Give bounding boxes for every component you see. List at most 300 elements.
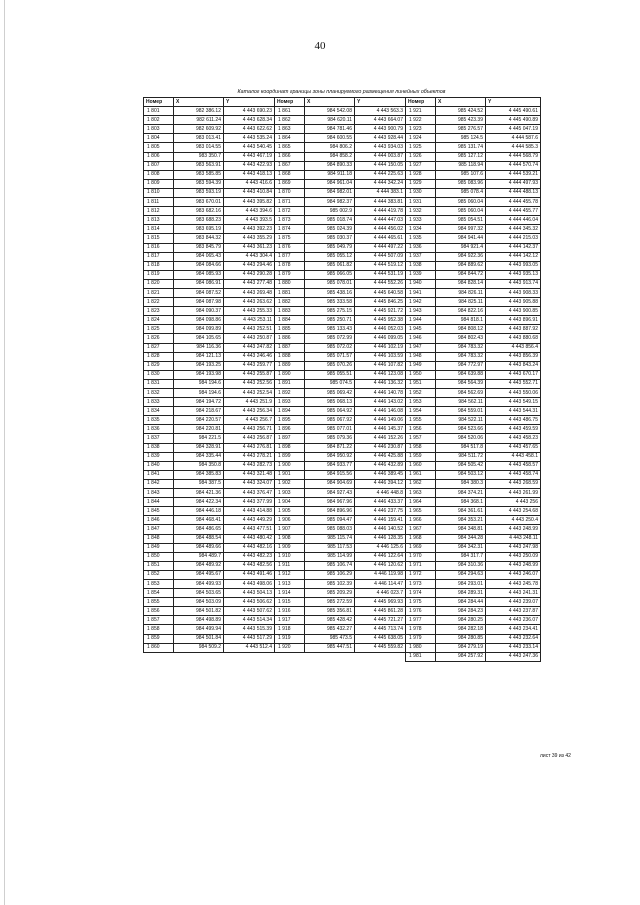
point-number-cell: 1 818 [144,261,174,270]
x-coordinate-cell: 985 094.47 [305,516,355,525]
x-coordinate-cell: 984 509.2 [174,643,224,652]
point-number-cell: 1 956 [406,425,436,434]
point-number-cell: 1 909 [275,543,305,552]
x-coordinate-cell: 984 387.5 [174,479,224,488]
y-coordinate-cell: 4 445 921.72 [355,307,406,316]
x-coordinate-cell: 984 783.32 [436,352,486,361]
header-cell: Y [486,98,541,107]
point-number-cell: 1 845 [144,507,174,516]
x-coordinate-cell: 984 871.22 [305,443,355,452]
x-coordinate-cell: 984 911.18 [305,170,355,179]
point-number-cell: 1 916 [275,607,305,616]
table-row [144,252,541,261]
header-cell: Номер [144,98,174,107]
y-coordinate-cell: 4 444 585.3 [486,143,541,152]
y-coordinate-cell: 4 446 145.37 [355,425,406,434]
x-coordinate-cell: 984 335.44 [174,452,224,461]
y-coordinate-cell: 4 443 256.71 [224,425,275,434]
table-row [144,170,541,179]
y-coordinate-cell: 4 443 252.51 [224,325,275,334]
table-row [144,579,541,588]
point-number-cell: 1 877 [275,252,305,261]
point-number-cell: 1 885 [275,325,305,334]
y-coordinate-cell: 4 444 456.02 [355,225,406,234]
point-number-cell: 1 904 [275,498,305,507]
point-number-cell: 1 903 [275,489,305,498]
y-coordinate-cell: 4 444 383.1 [355,188,406,197]
x-coordinate-cell: 985 074.5 [305,379,355,388]
x-coordinate-cell: 984 818.1 [436,316,486,325]
x-coordinate-cell: 985 114.99 [305,552,355,561]
page-edge-line [4,0,5,905]
x-coordinate-cell: 985 127.12 [436,152,486,161]
point-number-cell: 1 875 [275,234,305,243]
x-coordinate-cell: 984 967.96 [305,498,355,507]
x-coordinate-cell: 984 808.12 [436,325,486,334]
y-coordinate-cell: 4 443 256.87 [224,434,275,443]
point-number-cell: 1 965 [406,507,436,516]
x-coordinate-cell: 984 499.93 [174,579,224,588]
y-coordinate-cell: 4 443 628.34 [224,116,275,125]
x-coordinate-cell: 985 106.29 [305,570,355,579]
x-coordinate-cell: 984 904.69 [305,479,355,488]
point-number-cell: 1 835 [144,416,174,425]
y-coordinate-cell: 4 446 023.7 [355,589,406,598]
table-row [144,188,541,197]
x-coordinate-cell: 985 078.4 [436,188,486,197]
table-row [144,543,541,552]
y-coordinate-cell: 4 444 488.13 [486,188,541,197]
header-cell: Номер [406,98,436,107]
y-coordinate-cell: 4 443 251.9 [224,398,275,407]
point-number-cell: 1 949 [406,361,436,370]
y-coordinate-cell: 4 443 393.5 [224,216,275,225]
point-number-cell: 1 963 [406,489,436,498]
x-coordinate-cell: 985 078.01 [305,279,355,288]
header-cell: Y [224,98,275,107]
y-coordinate-cell: 4 443 896.91 [486,316,541,325]
point-number-cell: 1 951 [406,379,436,388]
x-coordinate-cell: 985 066.05 [305,270,355,279]
table-row [144,607,541,616]
x-coordinate-cell: 983 682.16 [174,207,224,216]
point-number-cell: 1 977 [406,616,436,625]
x-coordinate-cell: 984 559.01 [436,407,486,416]
x-coordinate-cell: 984 783.32 [436,343,486,352]
x-coordinate-cell: 985 117.53 [305,543,355,552]
table-row [144,352,541,361]
x-coordinate-cell: 984 289.31 [436,589,486,598]
table-row [144,379,541,388]
table-row [144,516,541,525]
x-coordinate-cell: 984 921.4 [436,243,486,252]
x-coordinate-cell: 985 072.02 [305,343,355,352]
y-coordinate-cell: 4 446 140.52 [355,525,406,534]
y-coordinate-cell: 4 443 277.48 [224,279,275,288]
x-coordinate-cell: 984 997.32 [436,225,486,234]
x-coordinate-cell: 984 284.23 [436,607,486,616]
x-coordinate-cell: 984 503.12 [436,470,486,479]
y-coordinate-cell: 4 443 254.68 [486,507,541,516]
point-number-cell: 1 866 [275,152,305,161]
y-coordinate-cell: 4 446 107.82 [355,361,406,370]
y-coordinate-cell: 4 443 255.33 [224,307,275,316]
point-number-cell: 1 840 [144,461,174,470]
y-coordinate-cell: 4 443 458.74 [486,470,541,479]
x-coordinate-cell: 984 116.36 [174,343,224,352]
table-row [144,316,541,325]
y-coordinate-cell: 4 443 392.23 [224,225,275,234]
x-coordinate-cell: 984 982.01 [305,188,355,197]
y-coordinate-cell: 4 443 935.13 [486,270,541,279]
x-coordinate-cell: 984 328.91 [174,443,224,452]
x-coordinate-cell: 985 133.43 [305,325,355,334]
y-coordinate-cell: 4 443 418.13 [224,170,275,179]
point-number-cell: 1 824 [144,316,174,325]
y-coordinate-cell: 4 443 304.4 [224,252,275,261]
point-number-cell: 1 950 [406,370,436,379]
point-number-cell: 1 929 [406,179,436,188]
x-coordinate-cell: 985 356.81 [305,607,355,616]
x-coordinate-cell: 984 084.66 [174,261,224,270]
point-number-cell: 1 810 [144,188,174,197]
table-row [144,552,541,561]
point-number-cell: 1 935 [406,234,436,243]
point-number-cell: 1 912 [275,570,305,579]
point-number-cell: 1 805 [144,143,174,152]
y-coordinate-cell: 4 445 640.58 [355,288,406,297]
y-coordinate-cell: 4 443 552.71 [486,379,541,388]
sheet-note: лист 39 из 42 [540,753,571,759]
point-number-cell: 1 944 [406,316,436,325]
point-number-cell: 1 975 [406,598,436,607]
table-row [144,288,541,297]
point-number-cell: 1 831 [144,379,174,388]
x-coordinate-cell: 984 284.44 [436,598,486,607]
y-coordinate-cell: 4 443 467.19 [224,152,275,161]
x-coordinate-cell: 982 609.92 [174,125,224,134]
y-coordinate-cell: 4 443 395.82 [224,198,275,207]
point-number-cell: 1 839 [144,452,174,461]
x-coordinate-cell: 984 361.61 [436,507,486,516]
point-number-cell: 1 928 [406,170,436,179]
table-row [144,634,541,643]
x-coordinate-cell: 985 069.42 [305,389,355,398]
x-coordinate-cell: 985 473.5 [305,634,355,643]
x-coordinate-cell: 984 194.6 [174,379,224,388]
x-coordinate-cell: 983 350.7 [174,152,224,161]
point-number-cell: 1 816 [144,243,174,252]
point-number-cell: 1 843 [144,489,174,498]
x-coordinate-cell: 984 105.65 [174,334,224,343]
x-coordinate-cell: 985 072.99 [305,334,355,343]
y-coordinate-cell: 4 443 250.87 [224,334,275,343]
x-coordinate-cell: 985 432.27 [305,625,355,634]
point-number-cell: 1 855 [144,598,174,607]
y-coordinate-cell: 4 443 234.41 [486,625,541,634]
point-number-cell: 1 964 [406,498,436,507]
point-number-cell: 1 804 [144,134,174,143]
y-coordinate-cell: 4 443 278.21 [224,452,275,461]
x-coordinate-cell: 984 826.11 [436,288,486,297]
x-coordinate-cell: 984 822.16 [436,307,486,316]
y-coordinate-cell: 4 443 248.99 [486,561,541,570]
header-cell: Номер [275,98,305,107]
point-number-cell: 1 837 [144,434,174,443]
x-coordinate-cell: 984 348.81 [436,525,486,534]
point-number-cell: 1 809 [144,179,174,188]
y-coordinate-cell: 4 446 394.12 [355,479,406,488]
point-number-cell: 1 834 [144,407,174,416]
y-coordinate-cell: 4 443 259.77 [224,361,275,370]
x-coordinate-cell: 984 221.5 [174,434,224,443]
y-coordinate-cell: 4 445 846.25 [355,298,406,307]
point-number-cell: 1 960 [406,461,436,470]
x-coordinate-cell: 984 085.93 [174,270,224,279]
y-coordinate-cell: 4 443 843.24 [486,361,541,370]
y-coordinate-cell: 4 443 856.39 [486,352,541,361]
x-coordinate-cell: 984 489.92 [174,561,224,570]
point-number-cell: 1 850 [144,552,174,561]
point-number-cell: 1 970 [406,552,436,561]
y-coordinate-cell: 4 445 721.27 [355,616,406,625]
x-coordinate-cell: 984 353.21 [436,516,486,525]
y-coordinate-cell: 4 443 856.4 [486,343,541,352]
table-row [144,489,541,498]
x-coordinate-cell: 985 054.51 [436,216,486,225]
table-row [144,425,541,434]
y-coordinate-cell: 4 443 482.56 [224,561,275,570]
x-coordinate-cell: 984 087.98 [174,298,224,307]
point-number-cell: 1 973 [406,579,436,588]
x-coordinate-cell: 984 982.37 [305,198,355,207]
y-coordinate-cell: 4 443 241.31 [486,589,541,598]
y-coordinate-cell: 4 444 519.12 [355,261,406,270]
header-cell: X [436,98,486,107]
table-row [144,143,541,152]
point-number-cell: 1 925 [406,143,436,152]
y-coordinate-cell: 4 443 282.73 [224,461,275,470]
point-number-cell: 1 890 [275,370,305,379]
point-number-cell: 1 823 [144,307,174,316]
x-coordinate-cell: 985 088.03 [305,525,355,534]
y-coordinate-cell: 4 443 563.3 [355,107,406,116]
point-number-cell: 1 872 [275,207,305,216]
table-caption: Каталог координат границы зоны планируемого размещения линейных объектов [237,89,446,95]
y-coordinate-cell: 4 446 149.06 [355,416,406,425]
y-coordinate-cell: 4 445 490.61 [486,107,541,116]
x-coordinate-cell: 984 098.86 [174,316,224,325]
x-coordinate-cell: 985 067.92 [305,416,355,425]
point-number-cell: 1 947 [406,343,436,352]
x-coordinate-cell: 984 087.52 [174,288,224,297]
point-number-cell: 1 915 [275,598,305,607]
y-coordinate-cell: 4 446 230.87 [355,443,406,452]
point-number-cell: 1 856 [144,607,174,616]
table-row [144,452,541,461]
point-number-cell: 1 900 [275,461,305,470]
x-coordinate-cell: 985 107.6 [436,170,486,179]
table-row [144,389,541,398]
y-coordinate-cell [355,652,406,661]
y-coordinate-cell: 4 443 880.68 [486,334,541,343]
point-number-cell: 1 820 [144,279,174,288]
point-number-cell: 1 844 [144,498,174,507]
x-coordinate-cell: 984 890.33 [305,161,355,170]
y-coordinate-cell: 4 443 482.23 [224,552,275,561]
point-number-cell: 1 953 [406,398,436,407]
y-coordinate-cell: 4 443 250.4 [486,516,541,525]
point-number-cell: 1 827 [144,343,174,352]
point-number-cell: 1 959 [406,452,436,461]
point-number-cell: 1 966 [406,516,436,525]
x-coordinate-cell: 985 209.29 [305,589,355,598]
point-number-cell: 1 921 [406,107,436,116]
x-coordinate-cell: 985 333.58 [305,298,355,307]
x-coordinate-cell: 984 950.92 [305,452,355,461]
x-coordinate-cell: 984 915.56 [305,470,355,479]
x-coordinate-cell: 984 099.89 [174,325,224,334]
x-coordinate-cell: 984 961.04 [305,179,355,188]
y-coordinate-cell: 4 444 465.61 [355,234,406,243]
x-coordinate-cell: 984 220.57 [174,416,224,425]
x-coordinate-cell: 985 064.92 [305,407,355,416]
y-coordinate-cell: 4 443 294.46 [224,261,275,270]
x-coordinate-cell: 985 071.57 [305,352,355,361]
table-row [144,525,541,534]
x-coordinate-cell: 984 517.8 [436,443,486,452]
y-coordinate-cell: 4 445 861.28 [355,607,406,616]
point-number-cell: 1 969 [406,543,436,552]
y-coordinate-cell: 4 443 498.06 [224,579,275,588]
y-coordinate-cell: 4 443 535.24 [224,134,275,143]
y-coordinate-cell: 4 443 504.13 [224,589,275,598]
x-coordinate-cell: 984 121.13 [174,352,224,361]
x-coordinate-cell: 983 585.85 [174,170,224,179]
point-number-cell: 1 948 [406,352,436,361]
x-coordinate-cell: 984 090.37 [174,307,224,316]
point-number-cell: 1 873 [275,216,305,225]
y-coordinate-cell: 4 446 159.41 [355,516,406,525]
point-number-cell: 1 871 [275,198,305,207]
table-row [144,643,541,652]
y-coordinate-cell: 4 443 361.23 [224,243,275,252]
point-number-cell: 1 894 [275,407,305,416]
y-coordinate-cell: 4 443 477.51 [224,525,275,534]
point-number-cell: 1 919 [275,634,305,643]
y-coordinate-cell: 4 446 123.08 [355,370,406,379]
y-coordinate-cell: 4 443 355.29 [224,234,275,243]
x-coordinate-cell: 982 611.24 [174,116,224,125]
x-coordinate-cell: 984 294.63 [436,570,486,579]
x-coordinate-cell: 984 495.67 [174,570,224,579]
point-number-cell: 1 941 [406,288,436,297]
point-number-cell: 1 923 [406,125,436,134]
y-coordinate-cell: 4 445 713.74 [355,625,406,634]
table-row [144,461,541,470]
x-coordinate-cell: 984 896.96 [305,507,355,516]
x-coordinate-cell: 984 218.67 [174,407,224,416]
y-coordinate-cell: 4 443 252.56 [224,379,275,388]
x-coordinate-cell: 985 018.74 [305,216,355,225]
x-coordinate-cell: 984 498.89 [174,616,224,625]
y-coordinate-cell: 4 443 253.11 [224,316,275,325]
point-number-cell: 1 938 [406,261,436,270]
point-number-cell: 1 933 [406,216,436,225]
point-number-cell: 1 857 [144,616,174,625]
point-number-cell: 1 905 [275,507,305,516]
x-coordinate-cell [174,652,224,661]
point-number-cell: 1 971 [406,561,436,570]
point-number-cell: 1 802 [144,116,174,125]
table-row [144,479,541,488]
y-coordinate-cell: 4 444 342.24 [355,179,406,188]
y-coordinate-cell: 4 443 993.05 [486,261,541,270]
table-row [144,216,541,225]
point-number-cell: 1 863 [275,125,305,134]
y-coordinate-cell: 4 443 321.48 [224,470,275,479]
x-coordinate-cell: 984 486.65 [174,525,224,534]
y-coordinate-cell: 4 443 514.34 [224,616,275,625]
table-row [144,198,541,207]
table-row [144,279,541,288]
table-row [144,116,541,125]
x-coordinate-cell: 984 562.11 [436,398,486,407]
point-number-cell: 1 814 [144,225,174,234]
point-number-cell: 1 822 [144,298,174,307]
x-coordinate-cell: 984 086.91 [174,279,224,288]
x-coordinate-cell: 984 282.18 [436,625,486,634]
x-coordinate-cell: 984 279.19 [436,643,486,652]
y-coordinate-cell: 4 446 146.08 [355,407,406,416]
point-number-cell: 1 976 [406,607,436,616]
x-coordinate-cell: 984 468.41 [174,516,224,525]
x-coordinate-cell: 984 194.6 [174,389,224,398]
x-coordinate-cell: 985 276.57 [436,125,486,134]
x-coordinate-cell: 984 422.34 [174,498,224,507]
x-coordinate-cell: 985 115.74 [305,534,355,543]
x-coordinate-cell: 984 280.85 [436,634,486,643]
point-number-cell: 1 892 [275,389,305,398]
table-row [144,161,541,170]
point-number-cell: 1 861 [275,107,305,116]
y-coordinate-cell: 4 443 256.34 [224,407,275,416]
x-coordinate-cell: 984 844.72 [436,270,486,279]
x-coordinate-cell: 984 620.11 [305,116,355,125]
y-coordinate-cell: 4 444 225.63 [355,170,406,179]
x-coordinate-cell: 984 806.2 [305,143,355,152]
x-coordinate-cell: 985 068.13 [305,398,355,407]
y-coordinate-cell: 4 443 268.59 [486,479,541,488]
y-coordinate-cell: 4 444 497.22 [355,243,406,252]
point-number-cell: 1 864 [275,134,305,143]
table-row [144,398,541,407]
table-row [144,234,541,243]
x-coordinate-cell: 985 423.39 [436,116,486,125]
x-coordinate-cell: 985 428.42 [305,616,355,625]
x-coordinate-cell: 984 520.06 [436,434,486,443]
y-coordinate-cell: 4 443 394.6 [224,207,275,216]
x-coordinate-cell: 985 272.59 [305,598,355,607]
y-coordinate-cell: 4 446 389.45 [355,470,406,479]
y-coordinate-cell: 4 443 458.57 [486,461,541,470]
x-coordinate-cell: 984 220.81 [174,425,224,434]
point-number-cell: 1 952 [406,389,436,398]
point-number-cell: 1 828 [144,352,174,361]
x-coordinate-cell: 984 374.21 [436,489,486,498]
x-coordinate-cell: 984 889.62 [436,261,486,270]
y-coordinate-cell: 4 446 433.37 [355,498,406,507]
